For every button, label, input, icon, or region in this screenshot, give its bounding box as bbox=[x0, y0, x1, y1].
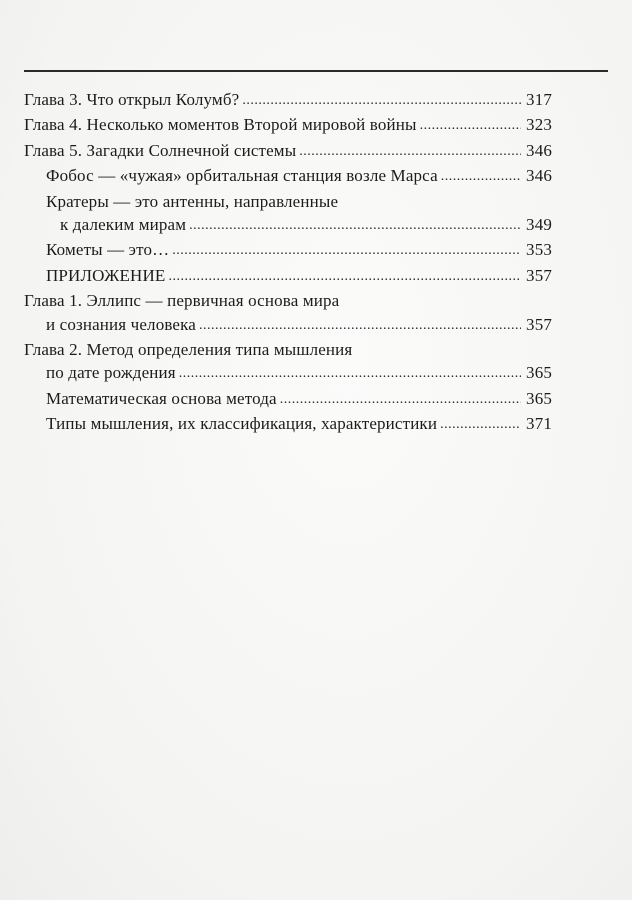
dot-leader bbox=[189, 212, 521, 237]
toc-entry-title-line-1: Глава 2. Метод определения типа мышления bbox=[24, 340, 353, 360]
toc-entry-title: Глава 5. Загадки Солнечной системы bbox=[24, 140, 297, 160]
toc-entry-title: ПРИЛОЖЕНИЕ bbox=[46, 265, 166, 285]
dot-leader bbox=[440, 411, 521, 436]
dot-leader bbox=[420, 112, 521, 137]
toc-entry-title: Математическая основа метода bbox=[46, 388, 277, 408]
dot-leader bbox=[168, 263, 521, 288]
toc-entry-math-basis bbox=[24, 387, 552, 412]
toc-entry-title: Типы мышления, их классификация, характеристики bbox=[46, 414, 438, 434]
toc-entry-appendix-chapter-2 bbox=[24, 338, 552, 387]
toc-entry-chapter-3 bbox=[24, 88, 552, 113]
table-of-contents bbox=[24, 88, 552, 438]
toc-entry-page: 357 bbox=[526, 314, 552, 334]
toc-entry-page: 353 bbox=[526, 240, 552, 260]
toc-entry-chapter-5 bbox=[24, 139, 552, 164]
dot-leader bbox=[441, 163, 521, 188]
toc-entry-title-line-2: и сознания человека bbox=[46, 314, 196, 334]
toc-entry-phobos bbox=[24, 164, 552, 189]
toc-entry-craters bbox=[24, 190, 552, 239]
toc-entry-title: Глава 4. Несколько моментов Второй мировой войны bbox=[24, 115, 417, 135]
dot-leader bbox=[199, 312, 521, 337]
toc-entry-thinking-types bbox=[24, 412, 552, 437]
dot-leader bbox=[179, 360, 521, 385]
toc-entry-comets bbox=[24, 238, 552, 263]
dot-leader bbox=[172, 237, 521, 262]
toc-entry-title: Кометы — это… bbox=[46, 240, 170, 260]
toc-entry-page: 317 bbox=[526, 90, 552, 109]
toc-entry-page: 349 bbox=[526, 215, 552, 235]
toc-entry-chapter-4 bbox=[24, 113, 552, 138]
toc-entry-page: 365 bbox=[526, 388, 552, 408]
dot-leader bbox=[299, 138, 521, 163]
toc-entry-title: Глава 3. Что открыл Колумб? bbox=[24, 90, 240, 109]
header-rule bbox=[24, 70, 608, 72]
toc-entry-appendix-chapter-1 bbox=[24, 289, 552, 338]
toc-entry-page: 365 bbox=[526, 363, 552, 383]
toc-entry-title: Фобос — «чужая» орбитальная станция возле Марса bbox=[46, 166, 438, 186]
toc-entry-title-line-2: к далеким мирам bbox=[60, 215, 187, 235]
dot-leader bbox=[242, 87, 521, 112]
toc-entry-appendix bbox=[24, 264, 552, 289]
toc-entry-page: 371 bbox=[526, 414, 552, 434]
toc-entry-page: 346 bbox=[526, 140, 552, 160]
toc-entry-title-line-2: по дате рождения bbox=[46, 363, 176, 383]
toc-entry-page: 346 bbox=[526, 166, 552, 186]
toc-entry-page: 357 bbox=[526, 265, 552, 285]
dot-leader bbox=[280, 386, 521, 411]
toc-entry-title-line-1: Глава 1. Эллипс — первичная основа мира bbox=[24, 291, 340, 311]
toc-entry-title-line-1: Кратеры — это антенны, направленные bbox=[46, 191, 339, 211]
toc-entry-page: 323 bbox=[526, 115, 552, 135]
